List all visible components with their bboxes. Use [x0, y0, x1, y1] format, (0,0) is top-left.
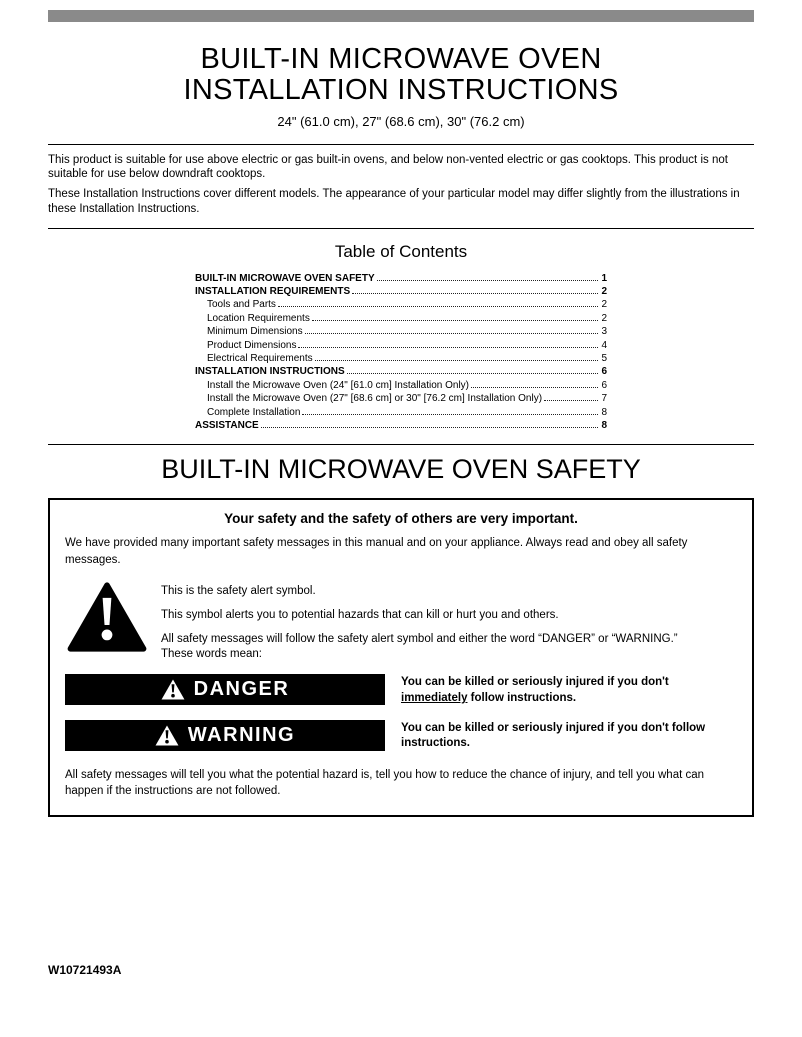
toc-entry-label: ASSISTANCE — [195, 419, 259, 431]
toc-leader-dots — [278, 306, 599, 307]
danger-text-underlined: immediately — [401, 691, 468, 704]
safety-alert-text — [161, 582, 701, 662]
toc-entry-label: Electrical Requirements — [207, 352, 313, 364]
danger-banner — [65, 674, 385, 705]
toc-leader-dots — [298, 347, 598, 348]
toc-entry-label: INSTALLATION REQUIREMENTS — [195, 285, 351, 297]
divider — [48, 144, 754, 145]
table-of-contents — [195, 272, 607, 433]
toc-entry-page: 2 — [601, 312, 607, 324]
toc-entry-page: 3 — [601, 326, 607, 338]
danger-row — [65, 674, 737, 706]
safety-alert-symbol — [67, 582, 147, 657]
toc-entry-label: Location Requirements — [207, 312, 310, 324]
toc-entry — [195, 419, 607, 432]
divider — [48, 444, 754, 445]
warning-row — [65, 720, 737, 752]
toc-entry — [195, 312, 607, 325]
toc-title: Table of Contents — [334, 241, 468, 261]
toc-entry-label: Tools and Parts — [207, 299, 276, 311]
toc-entry-page: 7 — [601, 393, 607, 405]
toc-leader-dots — [312, 320, 599, 321]
danger-text-after: follow instructions. — [467, 691, 577, 704]
document-number: W10721493A — [48, 963, 122, 977]
danger-text-before: You can be killed or seriously injured if you don't — [401, 676, 669, 689]
warning-text: You can be killed or seriously injured if you don't follow instructions. — [401, 721, 706, 750]
safety-alert-line1: This is the safety alert symbol. — [161, 584, 316, 597]
toc-entry-label: Install the Microwave Oven (24" [61.0 cm] Installation Only) — [207, 379, 469, 391]
toc-leader-dots — [377, 280, 599, 281]
page-title — [48, 44, 754, 107]
page-title-line2: INSTALLATION INSTRUCTIONS — [183, 74, 619, 107]
toc-entry — [195, 406, 607, 419]
toc-leader-dots — [302, 414, 598, 415]
toc-entry — [195, 365, 607, 378]
warning-triangle-icon — [161, 679, 185, 700]
safety-box-intro: We have provided many important safety messages in this manual and on your appliance. Always read and obey all safety messages. — [65, 537, 688, 567]
danger-text — [401, 674, 737, 706]
toc-entry-page: 2 — [601, 299, 607, 311]
warning-label: WARNING — [187, 723, 296, 746]
toc-entry-page: 6 — [601, 366, 607, 378]
toc-entry — [195, 379, 607, 392]
toc-leader-dots — [471, 387, 598, 388]
danger-label: DANGER — [193, 678, 290, 701]
top-gray-bar — [48, 10, 754, 22]
page-subtitle: 24" (61.0 cm), 27" (68.6 cm), 30" (76.2 cm) — [277, 113, 525, 129]
safety-section-heading: BUILT-IN MICROWAVE OVEN SAFETY — [161, 454, 641, 485]
warning-triangle-icon — [155, 725, 179, 746]
toc-leader-dots — [544, 400, 598, 401]
safety-alert-line3: All safety messages will follow the safety alert symbol and either the word “DANGER” or “WARNING.” These words mean: — [161, 632, 678, 660]
toc-leader-dots — [347, 373, 599, 374]
toc-entry — [195, 339, 607, 352]
toc-entry — [195, 298, 607, 311]
toc-entry-label: Minimum Dimensions — [207, 326, 303, 338]
safety-alert-row — [65, 582, 737, 662]
toc-entry — [195, 272, 607, 285]
toc-entry — [195, 392, 607, 405]
page-title-line1: BUILT-IN MICROWAVE OVEN — [200, 43, 602, 75]
safety-box-title: Your safety and the safety of others are very important. — [224, 511, 578, 527]
warning-banner — [65, 720, 385, 751]
intro-paragraph-1: This product is suitable for use above electric or gas built-in ovens, and below non-vented electric or gas cooktops. This product is not suitable for use below downdraft cooktops. — [48, 153, 728, 181]
intro-paragraph-2: These Installation Instructions cover different models. The appearance of your particular model may differ slightly from the illustrations in these Installation Instructions. — [48, 188, 740, 215]
toc-entry — [195, 285, 607, 298]
safety-box — [48, 498, 754, 816]
document-page — [48, 0, 754, 1027]
toc-entry-page: 1 — [601, 272, 607, 284]
safety-alert-triangle-icon — [67, 582, 147, 652]
toc-leader-dots — [352, 293, 598, 294]
toc-leader-dots — [261, 427, 599, 428]
toc-entry-page: 8 — [601, 419, 607, 431]
toc-leader-dots — [315, 360, 599, 361]
toc-entry-page: 2 — [601, 285, 607, 297]
toc-entry-label: INSTALLATION INSTRUCTIONS — [195, 366, 345, 378]
toc-entry-page: 4 — [601, 339, 607, 351]
intro-paragraphs — [48, 153, 754, 217]
toc-entry-page: 8 — [601, 406, 607, 418]
safety-alert-line2: This symbol alerts you to potential hazards that can kill or hurt you and others. — [161, 608, 559, 621]
safety-box-footer: All safety messages will tell you what the potential hazard is, tell you how to reduce the chance of injury, and tell you what can happen if the instructions are not followed. — [65, 768, 705, 797]
toc-entry-label: BUILT-IN MICROWAVE OVEN SAFETY — [195, 272, 375, 284]
toc-entry — [195, 352, 607, 365]
toc-entry-label: Complete Installation — [207, 406, 301, 418]
toc-entry-label: Product Dimensions — [207, 339, 297, 351]
toc-entry — [195, 325, 607, 338]
divider — [48, 228, 754, 229]
toc-leader-dots — [305, 333, 599, 334]
toc-entry-page: 6 — [601, 379, 607, 391]
toc-entry-page: 5 — [601, 352, 607, 364]
toc-entry-label: Install the Microwave Oven (27" [68.6 cm] or 30" [76.2 cm] Installation Only) — [207, 393, 543, 405]
